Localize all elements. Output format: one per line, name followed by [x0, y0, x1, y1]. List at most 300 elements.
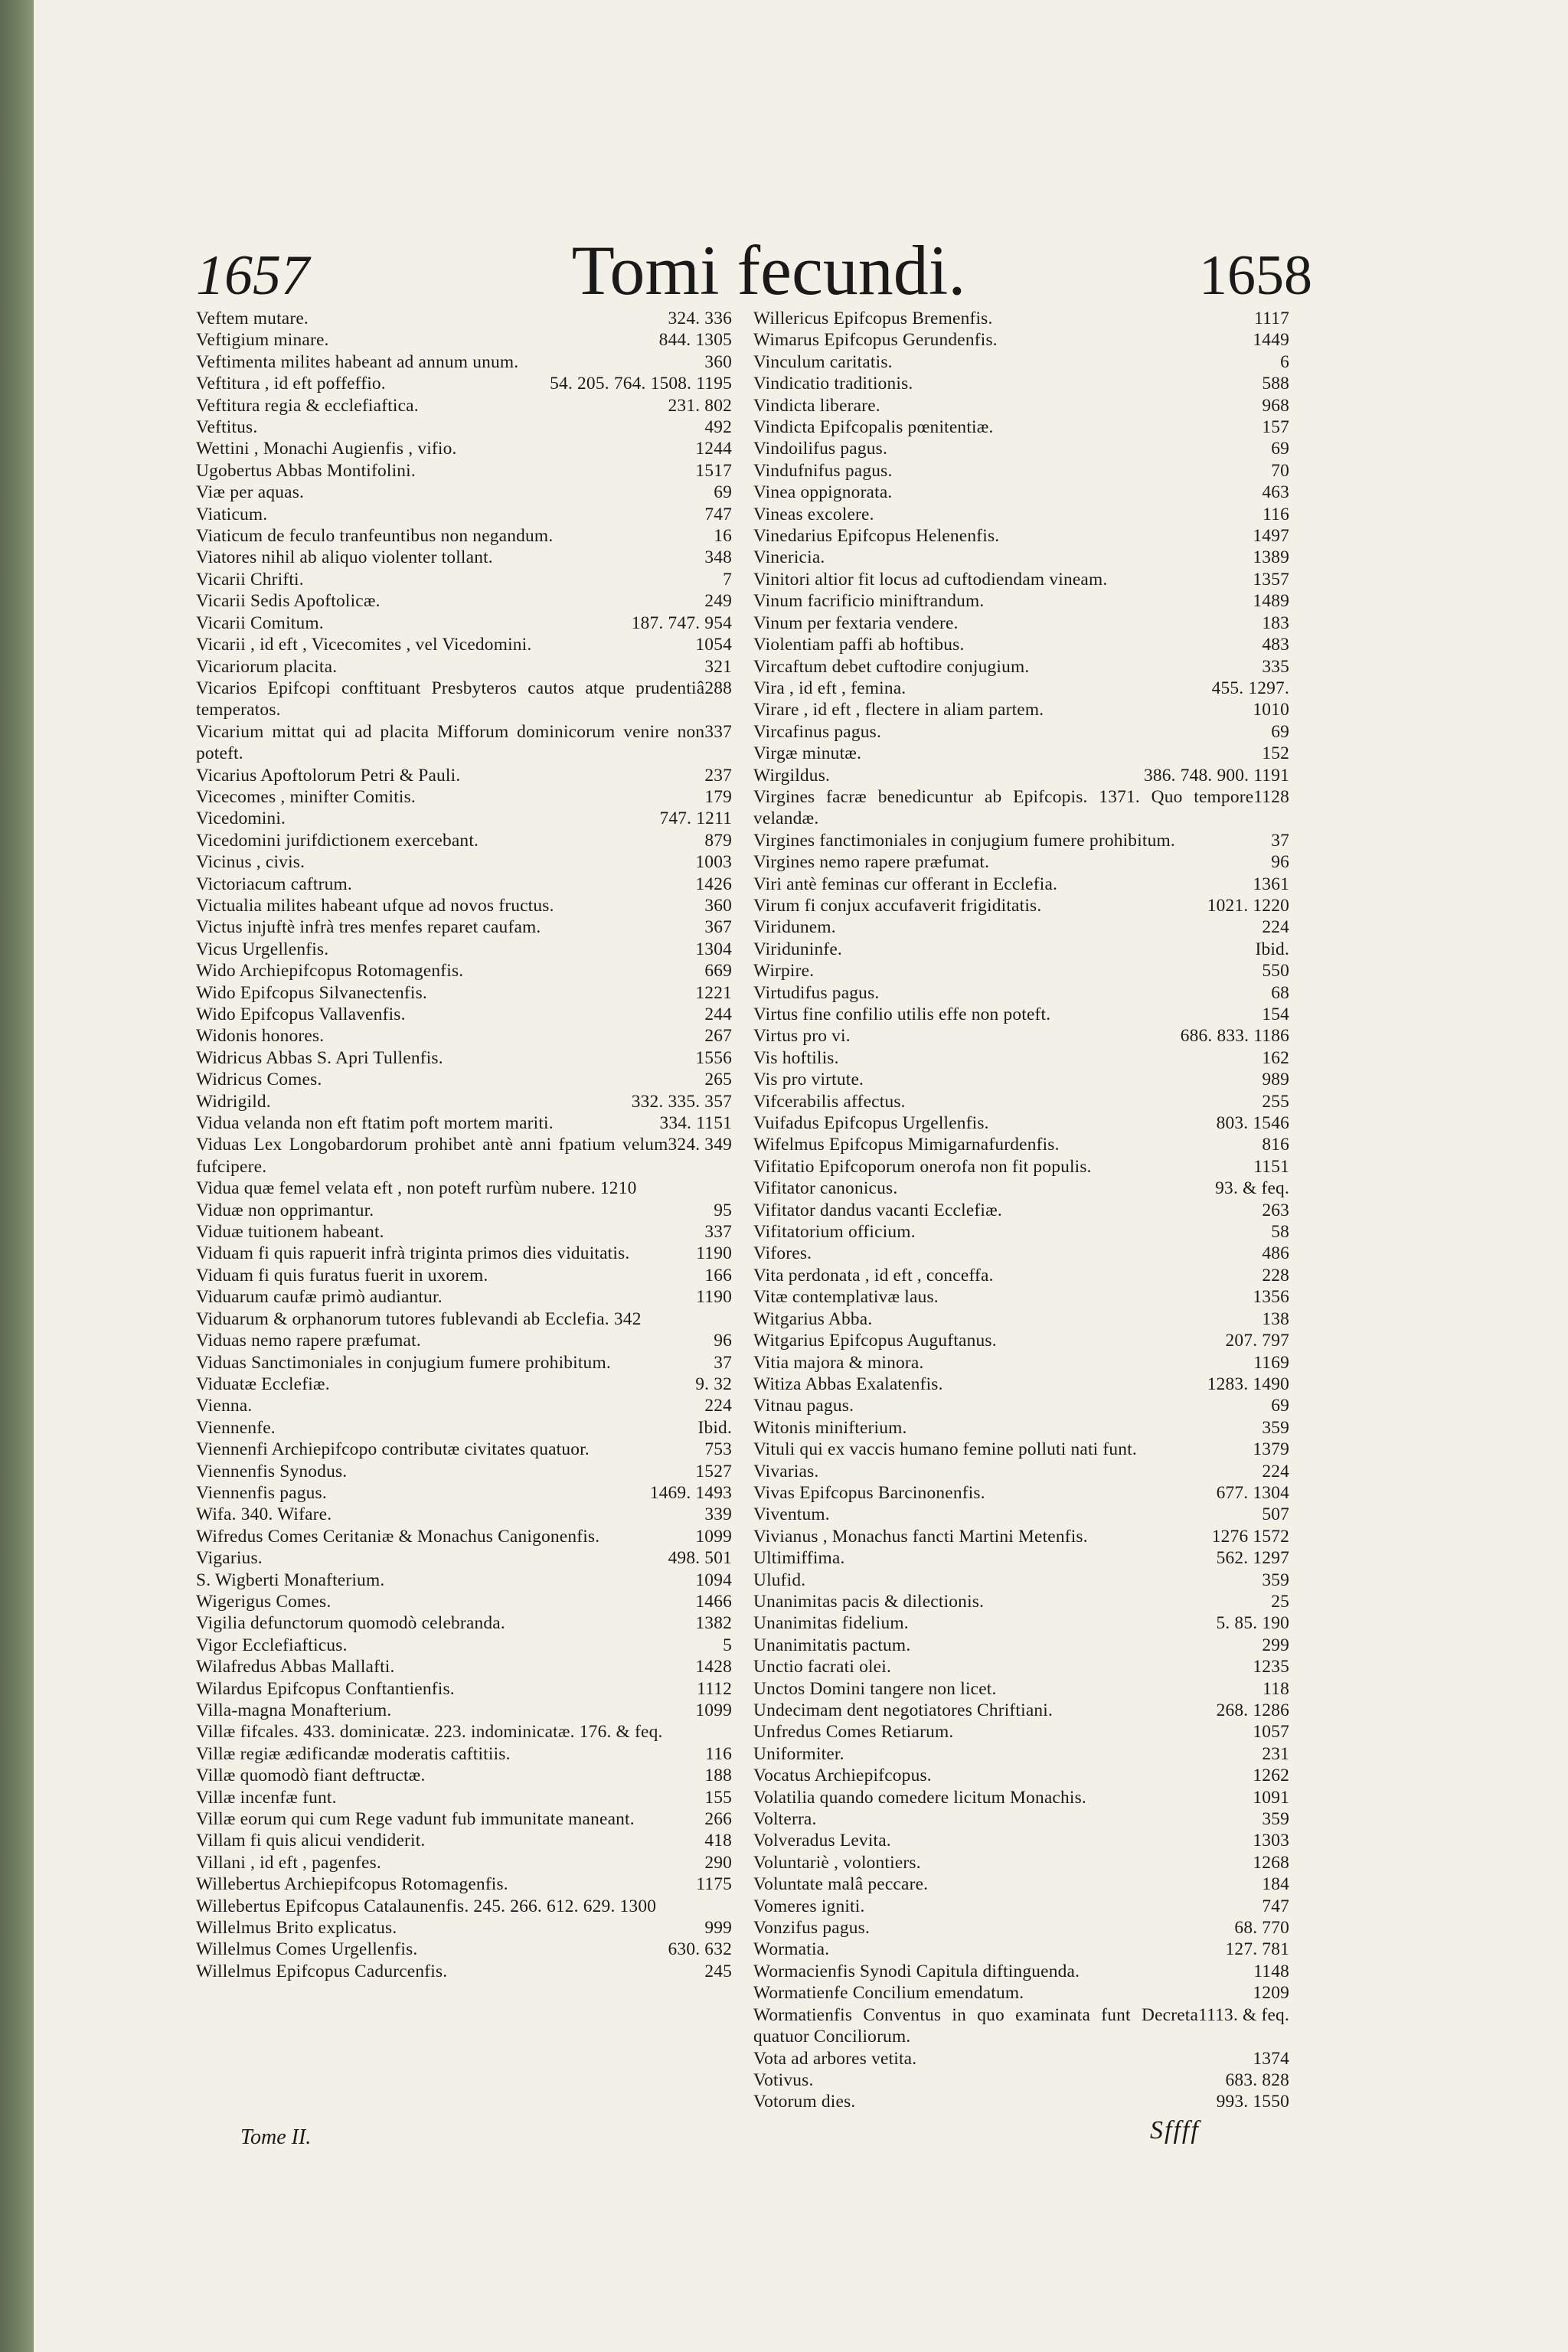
page-reference: 1148 — [1253, 1961, 1289, 1981]
index-column-right — [753, 308, 1289, 2113]
entry-text: Viventum. — [753, 1504, 830, 1525]
page-reference: 418 — [704, 1831, 732, 1851]
page-reference: Ibid. — [1255, 939, 1289, 959]
page-reference: 1379 — [1253, 1439, 1289, 1460]
page-reference: 669 — [704, 961, 732, 982]
index-entry — [753, 1439, 1289, 1460]
index-entry — [753, 1917, 1289, 1939]
entry-text: Vicarius Apoftolorum Petri & Pauli. — [196, 765, 461, 786]
entry-text: Vicariorum placita. — [196, 656, 338, 677]
page-reference: 183 — [1262, 612, 1289, 633]
page-reference: 359 — [1262, 1809, 1289, 1830]
entry-text: Vidua quæ femel velata eft , non poteft rurfùm nubere. 1210 — [196, 1178, 637, 1199]
index-entry — [196, 1873, 732, 1895]
index-entry — [753, 1787, 1289, 1808]
entry-text: Wilafredus Abbas Mallafti. — [196, 1657, 395, 1677]
entry-text: Vitæ contemplativæ laus. — [753, 1287, 939, 1308]
entry-text: Viduæ non opprimantur. — [196, 1200, 374, 1220]
entry-text: Wido Epifcopus Vallavenfis. — [196, 1004, 406, 1024]
entry-text: Vicedomini jurifdictionem exercebant. — [196, 830, 479, 851]
entry-text: Witgarius Epifcopus Auguftanus. — [753, 1331, 997, 1351]
entry-text: Vineas excolere. — [753, 504, 874, 524]
index-entry — [196, 525, 732, 547]
index-entry — [753, 1308, 1289, 1330]
entry-text: Virgines fanctimoniales in conjugium fumere prohibitum. — [753, 830, 1175, 851]
page-reference: 152 — [1262, 743, 1289, 764]
index-entry — [196, 1417, 732, 1439]
entry-text: Viaticum. — [196, 504, 268, 524]
page-reference: 237 — [704, 765, 732, 786]
entry-text: Viduam fi quis rapuerit infrà triginta primos dies viduitatis. — [196, 1243, 630, 1264]
entry-text: Vituli qui ex vaccis humano femine polluti nati funt. — [753, 1439, 1137, 1460]
page-reference: 360 — [704, 351, 732, 372]
index-entry — [196, 438, 732, 459]
page-reference: 266 — [704, 1809, 732, 1830]
index-entry — [196, 982, 732, 1004]
entry-text: Vienna. — [196, 1396, 253, 1416]
page-reference: 58 — [1271, 1222, 1289, 1243]
index-entry — [753, 1091, 1289, 1112]
book-page — [34, 0, 1568, 2352]
page-reference: 1221 — [695, 982, 732, 1003]
index-entry — [196, 1570, 732, 1591]
entry-text: Vivarias. — [753, 1461, 819, 1481]
index-entry — [753, 1765, 1289, 1786]
index-entry — [196, 1243, 732, 1264]
entry-text: Vivianus , Monachus fancti Martini Metenfis. — [753, 1526, 1088, 1547]
index-entry — [196, 1852, 732, 1873]
page-reference: 268. 1286 — [1216, 1700, 1289, 1720]
page-reference: 1517 — [695, 460, 732, 481]
index-entry — [753, 1547, 1289, 1569]
entry-text: Wimarus Epifcopus Gerundenfis. — [753, 330, 998, 351]
entry-text: Wifredus Comes Ceritaniæ & Monachus Canigonenfis. — [196, 1526, 600, 1547]
page-reference: 1357 — [1253, 569, 1289, 590]
entry-text: Vifitator canonicus. — [753, 1178, 898, 1199]
page-reference: 550 — [1262, 961, 1289, 982]
page-reference: 1244 — [695, 439, 732, 459]
page-title: Tomi fecundi. — [571, 231, 966, 309]
index-entry — [753, 351, 1289, 373]
index-entry — [753, 460, 1289, 482]
entry-text: Ultimiffima. — [753, 1548, 845, 1569]
entry-text: Vifitatorium officium. — [753, 1222, 916, 1243]
entry-text: Viduarum & orphanorum tutores fublevandi ab Ecclefia. 342 — [196, 1308, 642, 1329]
index-column-left — [196, 308, 732, 1982]
page-reference: 288 — [704, 678, 732, 698]
index-entry — [753, 1656, 1289, 1677]
page-reference: 184 — [1262, 1874, 1289, 1895]
index-entry — [753, 482, 1289, 503]
page-reference: 747 — [1262, 1896, 1289, 1916]
page-reference: 844. 1305 — [658, 330, 732, 351]
page-reference: 9. 32 — [695, 1374, 732, 1394]
index-entry — [753, 960, 1289, 982]
entry-text: Ulufid. — [753, 1570, 806, 1590]
index-entry — [196, 1069, 732, 1090]
page-reference: 1283. 1490 — [1207, 1374, 1289, 1394]
entry-text: Vinum facrificio miniftrandum. — [753, 591, 985, 612]
index-entry — [753, 438, 1289, 459]
entry-text: Vifitatio Epifcoporum onerofa non fit populis. — [753, 1156, 1092, 1177]
index-entry — [753, 2069, 1289, 2091]
page-reference: 299 — [1262, 1635, 1289, 1655]
page-reference: 224 — [704, 1396, 732, 1416]
page-reference: 1497 — [1253, 526, 1289, 547]
entry-text: Vigor Ecclefiafticus. — [196, 1635, 348, 1655]
page-reference: 69 — [714, 482, 732, 503]
page-reference: 155 — [704, 1787, 732, 1808]
page-reference: 588 — [1262, 374, 1289, 394]
page-reference: 245 — [704, 1961, 732, 1981]
page-reference: 1151 — [1253, 1156, 1289, 1177]
page-reference: 68. 770 — [1234, 1918, 1289, 1939]
entry-text: Wettini , Monachi Augienfis , vifio. — [196, 439, 457, 459]
index-entry — [753, 1896, 1289, 1917]
index-entry — [196, 1656, 732, 1677]
page-reference: 332. 335. 357 — [631, 1091, 732, 1112]
page-reference: 498. 501 — [668, 1548, 732, 1569]
index-entry — [753, 1743, 1289, 1765]
page-reference: 1010 — [1253, 700, 1289, 720]
page-reference: 386. 748. 900. 1191 — [1143, 765, 1289, 786]
index-entry — [753, 1112, 1289, 1134]
index-entry — [196, 1830, 732, 1851]
index-entry — [196, 460, 732, 482]
index-entry — [753, 939, 1289, 960]
entry-text: Virgines nemo rapere præfumat. — [753, 852, 990, 873]
index-entry — [753, 1417, 1289, 1439]
page-reference: 96 — [1271, 852, 1289, 873]
entry-text: Vircaftum debet cuftodire conjugium. — [753, 656, 1030, 677]
entry-text: Vomeres igniti. — [753, 1896, 865, 1916]
page-reference: 1556 — [695, 1047, 732, 1068]
page-reference: 1426 — [695, 874, 732, 894]
page-reference: 1489 — [1253, 591, 1289, 612]
page-reference: 993. 1550 — [1216, 2092, 1289, 2112]
entry-text: Willebertus Epifcopus Catalaunenfis. 245. 266. 612. 629. 1300 — [196, 1896, 657, 1916]
index-entry — [196, 1700, 732, 1721]
page-reference: 1303 — [1253, 1831, 1289, 1851]
index-entry — [196, 874, 732, 895]
entry-text: Vicinus , civis. — [196, 852, 305, 873]
entry-text: Willericus Epifcopus Bremenfis. — [753, 309, 993, 328]
entry-text: Willelmus Brito explicatus. — [196, 1918, 397, 1939]
page-reference: 486 — [1262, 1243, 1289, 1264]
page-reference: 93. & feq. — [1215, 1178, 1289, 1199]
page-reference: 5. 85. 190 — [1216, 1613, 1289, 1634]
entry-text: Vitnau pagus. — [753, 1396, 854, 1416]
entry-text: Viduas Sanctimoniales in conjugium fumere prohibitum. — [196, 1352, 611, 1373]
entry-text: Witonis minifterium. — [753, 1417, 907, 1438]
entry-text: Virtus pro vi. — [753, 1026, 851, 1047]
index-entry — [196, 1526, 732, 1547]
page-reference: 69 — [1271, 439, 1289, 459]
index-entry — [753, 1982, 1289, 2004]
entry-text: Unctos Domini tangere non licet. — [753, 1678, 997, 1699]
page-reference: 1099 — [695, 1700, 732, 1720]
page-reference: 231. 802 — [668, 395, 732, 416]
index-entry — [753, 1852, 1289, 1873]
page-reference: 683. 828 — [1225, 2069, 1289, 2090]
index-entry — [753, 916, 1289, 938]
index-entry — [196, 960, 732, 982]
page-reference: 179 — [704, 786, 732, 807]
entry-text: Veftitus. — [196, 417, 258, 438]
index-entry — [196, 786, 732, 808]
index-entry — [196, 1678, 732, 1700]
entry-text: Undecimam dent negotiatores Chriftiani. — [753, 1700, 1054, 1720]
page-reference: 1527 — [695, 1461, 732, 1481]
page-reference: 455. 1297. — [1211, 678, 1289, 698]
entry-text: Wirpire. — [753, 961, 815, 982]
index-entry — [753, 851, 1289, 873]
page-reference: Ibid. — [697, 1417, 732, 1438]
index-entry — [753, 634, 1289, 655]
entry-text: Unfredus Comes Retiarum. — [753, 1722, 954, 1743]
volume-label: Tome II. — [240, 2125, 312, 2149]
entry-text: Wormacienfis Synodi Capitula diftinguenda. — [753, 1961, 1080, 1981]
entry-text: Vindoilifus pagus. — [753, 439, 888, 459]
index-entry — [753, 1265, 1289, 1286]
page-reference: 1361 — [1253, 874, 1289, 894]
page-reference: 324. 349 — [668, 1135, 732, 1155]
index-entry — [196, 1265, 732, 1286]
page-reference: 677. 1304 — [1216, 1482, 1289, 1503]
page-reference: 367 — [704, 917, 732, 938]
index-entry — [753, 1873, 1289, 1895]
index-entry — [753, 1504, 1289, 1525]
entry-text: Vicedomini. — [196, 808, 286, 829]
index-entry — [196, 547, 732, 568]
page-reference: 37 — [714, 1352, 732, 1373]
page-reference: 187. 747. 954 — [631, 612, 732, 633]
index-entry — [753, 1221, 1289, 1243]
right-page-number: 1658 — [1199, 244, 1312, 307]
index-entry — [753, 1374, 1289, 1395]
entry-text: Villæ fifcales. 433. dominicatæ. 223. indominicatæ. 176. & feq. — [196, 1722, 663, 1743]
page-reference: 339 — [704, 1504, 732, 1525]
entry-text: Votorum dies. — [753, 2092, 856, 2112]
page-reference: 54. 205. 764. 1508. 1195 — [550, 374, 732, 394]
index-entry — [196, 1896, 732, 1917]
page-reference: 118 — [1263, 1678, 1289, 1699]
index-entry — [196, 1178, 732, 1199]
index-entry — [753, 1678, 1289, 1700]
index-entry — [753, 1830, 1289, 1851]
page-reference: 116 — [705, 1743, 732, 1764]
entry-text: Unanimitas fidelium. — [753, 1613, 909, 1634]
entry-text: Vicarii Sedis Apoftolicæ. — [196, 591, 381, 612]
page-reference: 803. 1546 — [1216, 1113, 1289, 1134]
index-entry — [196, 1374, 732, 1395]
index-entry — [753, 1635, 1289, 1656]
binding-gutter — [0, 0, 34, 2352]
page-reference: 207. 797 — [1225, 1331, 1289, 1351]
index-entry — [753, 308, 1289, 329]
entry-text: Wido Epifcopus Silvanectenfis. — [196, 982, 427, 1003]
entry-text: Viduas nemo rapere præfumat. — [196, 1331, 421, 1351]
index-entry — [196, 1635, 732, 1656]
page-reference: 1190 — [696, 1243, 732, 1264]
entry-text: Vicecomes , minifter Comitis. — [196, 786, 416, 807]
index-entry — [196, 1939, 732, 1960]
signature-mark: Sffff — [1150, 2116, 1200, 2145]
page-reference: 1113. & feq. — [1198, 2004, 1289, 2025]
index-entry — [196, 895, 732, 916]
page-reference: 1382 — [695, 1613, 732, 1634]
page-reference: 1094 — [695, 1570, 732, 1590]
entry-text: Virgines facræ benedicuntur ab Epifcopis. 1371. Quo tempore velandæ. — [753, 786, 1254, 829]
page-reference: 6 — [1280, 351, 1289, 372]
page-reference: 228 — [1262, 1265, 1289, 1285]
index-entry — [196, 308, 732, 329]
page-reference: 154 — [1262, 1004, 1289, 1024]
page-reference: 492 — [704, 417, 732, 438]
page-reference: 7 — [723, 569, 732, 590]
index-entry — [753, 1134, 1289, 1155]
index-entry — [196, 1961, 732, 1982]
page-reference: 1449 — [1253, 330, 1289, 351]
running-header — [34, 230, 1568, 314]
page-reference: 37 — [1271, 830, 1289, 851]
page-reference: 1235 — [1253, 1657, 1289, 1677]
index-entry — [196, 765, 732, 786]
entry-text: Wormatienfe Concilium emendatum. — [753, 1983, 1024, 2004]
page-reference: 1374 — [1253, 2048, 1289, 2069]
page-reference: 1209 — [1253, 1983, 1289, 2004]
page-reference: 1091 — [1253, 1787, 1289, 1808]
index-entry — [196, 482, 732, 503]
index-entry — [196, 504, 732, 525]
index-entry — [753, 1961, 1289, 1982]
entry-text: Wilardus Epifcopus Conftantienfis. — [196, 1678, 455, 1699]
index-entry — [196, 1917, 732, 1939]
index-entry — [196, 1308, 732, 1330]
index-entry — [196, 721, 732, 765]
page-reference: 747. 1211 — [659, 808, 732, 829]
entry-text: Vicarii Chrifti. — [196, 569, 304, 590]
index-entry — [196, 1286, 732, 1308]
page-reference: 630. 632 — [668, 1939, 732, 1960]
index-entry — [753, 1352, 1289, 1374]
entry-text: Vonzifus pagus. — [753, 1918, 870, 1939]
entry-text: Vicarii , id eft , Vicecomites , vel Vicedomini. — [196, 635, 532, 655]
entry-text: Virare , id eft , flectere in aliam partem. — [753, 700, 1044, 720]
entry-text: Volveradus Levita. — [753, 1831, 891, 1851]
index-entry — [753, 1808, 1289, 1830]
index-entry — [196, 916, 732, 938]
index-entry — [196, 656, 732, 678]
index-entry — [196, 351, 732, 373]
index-entry — [753, 743, 1289, 764]
index-entry — [196, 416, 732, 438]
page-reference: 249 — [704, 591, 732, 612]
index-entry — [196, 1504, 732, 1525]
entry-text: Vifitator dandus vacanti Ecclefiæ. — [753, 1200, 1002, 1220]
entry-text: Vis hoftilis. — [753, 1047, 839, 1068]
index-entry — [196, 1721, 732, 1743]
entry-text: Wormatia. — [753, 1939, 830, 1960]
page-reference: 265 — [704, 1070, 732, 1090]
page-reference: 359 — [1262, 1417, 1289, 1438]
entry-text: Vifores. — [753, 1243, 812, 1264]
index-entry — [196, 569, 732, 590]
entry-text: Witgarius Abba. — [753, 1308, 873, 1329]
entry-text: Vindicta Epifcopalis pœnitentiæ. — [753, 417, 994, 438]
page-reference: 290 — [704, 1852, 732, 1873]
entry-text: Viennenfe. — [196, 1417, 276, 1438]
entry-text: Vicus Urgellenfis. — [196, 939, 329, 959]
page-reference: 968 — [1262, 395, 1289, 416]
index-entry — [753, 1700, 1289, 1721]
entry-text: Vira , id eft , femina. — [753, 678, 906, 698]
index-entry — [753, 1570, 1289, 1591]
page-reference: 263 — [1262, 1200, 1289, 1220]
page-reference: 1117 — [1254, 309, 1289, 328]
page-reference: 255 — [1262, 1091, 1289, 1112]
index-entry — [753, 1330, 1289, 1351]
page-reference: 686. 833. 1186 — [1180, 1026, 1289, 1047]
index-entry — [753, 569, 1289, 590]
index-entry — [753, 678, 1289, 699]
entry-text: Villani , id eft , pagenfes. — [196, 1852, 381, 1873]
index-entry — [753, 830, 1289, 851]
index-entry — [753, 1461, 1289, 1482]
index-entry — [196, 1743, 732, 1765]
page-reference: 1389 — [1253, 547, 1289, 568]
page-reference: 753 — [704, 1439, 732, 1460]
entry-text: Vicarium mittat qui ad placita Mifforum dominicorum venire non poteft. — [196, 721, 705, 764]
index-entry — [196, 1787, 732, 1808]
index-entry — [196, 678, 732, 721]
page-reference: 1169 — [1253, 1352, 1289, 1373]
page-reference: 166 — [704, 1265, 732, 1285]
entry-text: Volterra. — [753, 1809, 817, 1830]
index-entry — [753, 416, 1289, 438]
page-reference: 1428 — [695, 1657, 732, 1677]
entry-text: Viatores nihil ab aliquo violenter tollant. — [196, 547, 493, 568]
entry-text: Vindufnifus pagus. — [753, 460, 893, 481]
index-entry — [196, 1352, 732, 1374]
entry-text: Vuifadus Epifcopus Urgellenfis. — [753, 1113, 989, 1134]
entry-text: Villæ eorum qui cum Rege vadunt fub immunitate maneant. — [196, 1809, 635, 1830]
index-entry — [196, 1025, 732, 1047]
index-entry — [196, 1134, 732, 1178]
page-reference: 337 — [704, 1222, 732, 1243]
index-entry — [196, 1461, 732, 1482]
page-reference: 1304 — [695, 939, 732, 959]
entry-text: Voluntate malâ peccare. — [753, 1874, 929, 1895]
index-entry — [753, 2048, 1289, 2069]
index-entry — [196, 808, 732, 829]
entry-text: Votivus. — [753, 2069, 814, 2090]
index-entry — [196, 1004, 732, 1025]
index-entry — [196, 1765, 732, 1786]
entry-text: Viduatæ Ecclefiæ. — [196, 1374, 330, 1394]
entry-text: Viri antè feminas cur offerant in Ecclefia. — [753, 874, 1058, 894]
page-reference: 999 — [704, 1918, 732, 1939]
index-entry — [753, 329, 1289, 351]
page-reference: 244 — [704, 1004, 732, 1024]
entry-text: Wirgildus. — [753, 765, 831, 786]
page-reference: 95 — [714, 1200, 732, 1220]
page-reference: 1190 — [696, 1287, 732, 1308]
index-entry — [753, 765, 1289, 786]
index-entry — [753, 1939, 1289, 1960]
page-reference: 162 — [1262, 1047, 1289, 1068]
entry-text: Vivas Epifcopus Barcinonenfis. — [753, 1482, 985, 1503]
